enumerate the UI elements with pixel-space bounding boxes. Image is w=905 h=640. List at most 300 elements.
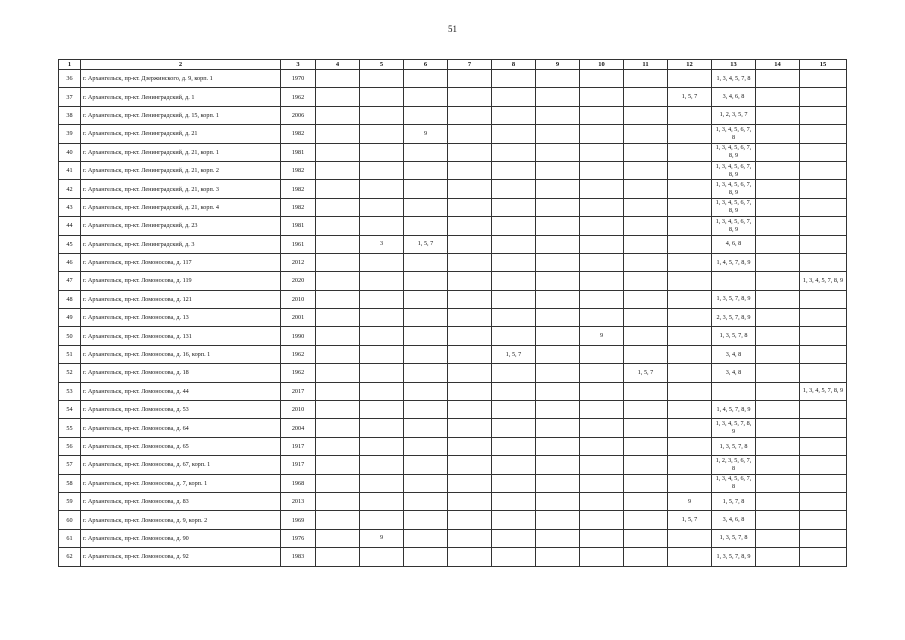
table-cell (668, 180, 712, 198)
table-cell: 1, 3, 5, 7, 8 (712, 529, 756, 547)
table-cell (800, 456, 847, 474)
table-cell (800, 327, 847, 345)
year-cell: 2010 (281, 401, 316, 419)
table-cell (580, 180, 624, 198)
table-row (59, 70, 847, 88)
table-cell (360, 419, 404, 437)
table-cell (404, 401, 448, 419)
year-cell: 1983 (281, 548, 316, 566)
column-header: 12 (668, 60, 712, 70)
table-cell (448, 143, 492, 161)
table-cell: 1, 5, 7 (668, 88, 712, 106)
table-cell (316, 456, 360, 474)
table-cell (492, 272, 536, 290)
table-cell (536, 106, 580, 124)
year-cell: 2013 (281, 492, 316, 510)
table-cell (668, 235, 712, 253)
table-cell (624, 143, 668, 161)
table-cell (316, 548, 360, 566)
table-cell (536, 161, 580, 179)
table-cell (448, 161, 492, 179)
table-cell (756, 309, 800, 327)
year-cell: 1969 (281, 511, 316, 529)
table-cell (316, 364, 360, 382)
table-cell: 4, 6, 8 (712, 235, 756, 253)
table-cell (800, 511, 847, 529)
address-cell: г. Архангельск, пр-кт. Ломоносова, д. 13 (81, 309, 281, 327)
year-cell: 1962 (281, 345, 316, 363)
table-cell (624, 70, 668, 88)
table-cell (536, 401, 580, 419)
address-cell: г. Архангельск, пр-кт. Ломоносова, д. 90 (81, 529, 281, 547)
table-cell (536, 217, 580, 235)
year-cell: 1976 (281, 529, 316, 547)
table-row (59, 492, 847, 510)
table-cell (800, 180, 847, 198)
table-cell (448, 180, 492, 198)
table-cell (668, 217, 712, 235)
table-cell: 9 (580, 327, 624, 345)
table-cell (668, 198, 712, 216)
year-cell: 2006 (281, 106, 316, 124)
table-cell: 1, 3, 4, 5, 6, 7, 8 (712, 474, 756, 492)
row-number-cell: 47 (59, 272, 81, 290)
table-cell (360, 382, 404, 400)
table-cell (624, 272, 668, 290)
table-cell (580, 309, 624, 327)
row-number-cell: 40 (59, 143, 81, 161)
table-cell (712, 272, 756, 290)
table-cell (536, 235, 580, 253)
table-cell: 1, 3, 5, 7, 8, 9 (712, 290, 756, 308)
buildings-table (58, 59, 847, 567)
table-cell (800, 143, 847, 161)
column-header: 9 (536, 60, 580, 70)
table-cell (668, 419, 712, 437)
table-cell (492, 364, 536, 382)
table-cell (580, 88, 624, 106)
table-cell (668, 548, 712, 566)
table-cell (404, 161, 448, 179)
table-cell (756, 198, 800, 216)
table-cell (668, 272, 712, 290)
address-cell: г. Архангельск, пр-кт. Ломоносова, д. 67, корп. 1 (81, 456, 281, 474)
table-cell: 1, 3, 5, 7, 8, 9 (712, 548, 756, 566)
table-cell (448, 437, 492, 455)
table-cell (800, 70, 847, 88)
column-header: 8 (492, 60, 536, 70)
row-number-cell: 51 (59, 345, 81, 363)
table-cell (756, 456, 800, 474)
table-cell (404, 143, 448, 161)
table-cell (316, 180, 360, 198)
table-cell (492, 217, 536, 235)
table-cell (580, 143, 624, 161)
table-cell (756, 161, 800, 179)
table-cell: 3, 4, 6, 8 (712, 88, 756, 106)
table-cell (800, 529, 847, 547)
table-cell (360, 272, 404, 290)
table-cell (360, 161, 404, 179)
table-cell (668, 401, 712, 419)
table-cell (404, 217, 448, 235)
year-cell: 2017 (281, 382, 316, 400)
table-cell (448, 548, 492, 566)
address-cell: г. Архангельск, пр-кт. Ленинградский, д. 3 (81, 235, 281, 253)
table-cell (624, 290, 668, 308)
table-cell (316, 125, 360, 143)
table-cell (624, 419, 668, 437)
table-cell: 1, 5, 7, 8 (712, 492, 756, 510)
table-cell (448, 235, 492, 253)
table-cell: 2, 3, 5, 7, 8, 9 (712, 309, 756, 327)
table-row (59, 364, 847, 382)
table-cell (404, 290, 448, 308)
table-cell (404, 327, 448, 345)
table-cell (756, 419, 800, 437)
table-cell (668, 106, 712, 124)
row-number-cell: 38 (59, 106, 81, 124)
row-number-cell: 43 (59, 198, 81, 216)
table-cell (756, 401, 800, 419)
table-cell (448, 511, 492, 529)
table-cell: 1, 3, 4, 5, 7, 8, 9 (800, 272, 847, 290)
address-cell: г. Архангельск, пр-кт. Ломоносова, д. 64 (81, 419, 281, 437)
row-number-cell: 52 (59, 364, 81, 382)
table-cell (492, 511, 536, 529)
year-cell: 2010 (281, 290, 316, 308)
table-cell (668, 70, 712, 88)
table-cell: 9 (360, 529, 404, 547)
table-cell (668, 456, 712, 474)
table-cell (756, 437, 800, 455)
column-header: 4 (316, 60, 360, 70)
column-header: 2 (81, 60, 281, 70)
address-cell: г. Архангельск, пр-кт. Ленинградский, д. 21, корп. 1 (81, 143, 281, 161)
table-cell: 1, 5, 7 (624, 364, 668, 382)
table-cell (448, 309, 492, 327)
table-cell (624, 217, 668, 235)
address-cell: г. Архангельск, пр-кт. Ломоносова, д. 131 (81, 327, 281, 345)
table-cell (668, 529, 712, 547)
table-cell (580, 492, 624, 510)
address-cell: г. Архангельск, пр-кт. Ленинградский, д. 1 (81, 88, 281, 106)
row-number-cell: 59 (59, 492, 81, 510)
table-cell (800, 88, 847, 106)
table-cell (536, 419, 580, 437)
table-row (59, 529, 847, 547)
table-cell (756, 88, 800, 106)
table-cell (580, 198, 624, 216)
table-cell (404, 511, 448, 529)
table-cell (448, 327, 492, 345)
table-cell (800, 419, 847, 437)
column-header: 5 (360, 60, 404, 70)
year-cell: 1982 (281, 161, 316, 179)
row-number-cell: 55 (59, 419, 81, 437)
table-cell (448, 529, 492, 547)
table-cell (580, 161, 624, 179)
table-cell (756, 492, 800, 510)
table-cell (756, 511, 800, 529)
table-cell (580, 456, 624, 474)
table-cell (580, 474, 624, 492)
table-cell (756, 180, 800, 198)
row-number-cell: 45 (59, 235, 81, 253)
table-cell: 1, 3, 4, 5, 6, 7, 8, 9 (712, 143, 756, 161)
table-cell (360, 88, 404, 106)
table-cell (668, 345, 712, 363)
table-row (59, 419, 847, 437)
table-cell (492, 88, 536, 106)
table-cell (624, 88, 668, 106)
year-cell: 1962 (281, 364, 316, 382)
address-cell: г. Архангельск, пр-кт. Ломоносова, д. 92 (81, 548, 281, 566)
table-row (59, 235, 847, 253)
table-cell (360, 143, 404, 161)
row-number-cell: 44 (59, 217, 81, 235)
table-cell (492, 419, 536, 437)
table-cell (536, 364, 580, 382)
table-cell (404, 253, 448, 271)
address-cell: г. Архангельск, пр-кт. Ломоносова, д. 53 (81, 401, 281, 419)
table-cell (668, 382, 712, 400)
table-row (59, 382, 847, 400)
table-row (59, 511, 847, 529)
address-cell: г. Архангельск, пр-кт. Ленинградский, д. 15, корп. 1 (81, 106, 281, 124)
table-cell (668, 143, 712, 161)
year-cell: 1961 (281, 235, 316, 253)
table-row (59, 253, 847, 271)
table-cell (448, 364, 492, 382)
table-cell (404, 345, 448, 363)
table-cell (536, 492, 580, 510)
table-cell (756, 548, 800, 566)
table-cell (404, 272, 448, 290)
table-cell: 3 (360, 235, 404, 253)
column-header: 6 (404, 60, 448, 70)
table-cell (316, 253, 360, 271)
table-cell (536, 327, 580, 345)
table-cell: 1, 4, 5, 7, 8, 9 (712, 253, 756, 271)
table-cell (536, 437, 580, 455)
table-cell (800, 309, 847, 327)
table-cell (404, 364, 448, 382)
table-cell (624, 198, 668, 216)
address-cell: г. Архангельск, пр-кт. Ломоносова, д. 9, корп. 2 (81, 511, 281, 529)
table-cell (492, 125, 536, 143)
table-cell (404, 548, 448, 566)
address-cell: г. Архангельск, пр-кт. Ломоносова, д. 117 (81, 253, 281, 271)
table-cell (492, 401, 536, 419)
table-cell (668, 437, 712, 455)
table-cell: 3, 4, 6, 8 (712, 511, 756, 529)
table-cell (536, 382, 580, 400)
table-cell (492, 327, 536, 345)
table-cell: 3, 4, 8 (712, 364, 756, 382)
table-row (59, 309, 847, 327)
address-cell: г. Архангельск, пр-кт. Дзержинского, д. 9, корп. 1 (81, 70, 281, 88)
table-cell (756, 217, 800, 235)
table-cell (624, 253, 668, 271)
address-cell: г. Архангельск, пр-кт. Ломоносова, д. 7, корп. 1 (81, 474, 281, 492)
row-number-cell: 46 (59, 253, 81, 271)
table-cell (492, 548, 536, 566)
table-cell (404, 382, 448, 400)
table-cell (492, 235, 536, 253)
table-row (59, 180, 847, 198)
table-row (59, 272, 847, 290)
table-cell (624, 345, 668, 363)
table-cell (580, 511, 624, 529)
table-cell (448, 272, 492, 290)
table-cell (404, 106, 448, 124)
address-cell: г. Архангельск, пр-кт. Ломоносова, д. 44 (81, 382, 281, 400)
table-cell (448, 492, 492, 510)
year-cell: 1917 (281, 437, 316, 455)
address-cell: г. Архангельск, пр-кт. Ленинградский, д. 21, корп. 4 (81, 198, 281, 216)
table-cell (624, 548, 668, 566)
table-cell (316, 70, 360, 88)
table-cell (580, 235, 624, 253)
year-cell: 2012 (281, 253, 316, 271)
table-cell (404, 529, 448, 547)
table-cell (448, 401, 492, 419)
table-cell (316, 327, 360, 345)
table-cell (668, 253, 712, 271)
column-header: 10 (580, 60, 624, 70)
table-cell (624, 511, 668, 529)
table-cell (448, 88, 492, 106)
table-cell (492, 529, 536, 547)
table-cell (360, 548, 404, 566)
table-cell (360, 125, 404, 143)
table-cell (668, 364, 712, 382)
table-cell (360, 217, 404, 235)
table-cell (316, 437, 360, 455)
table-cell (580, 364, 624, 382)
table-cell (800, 198, 847, 216)
table-cell (536, 309, 580, 327)
table-cell (800, 345, 847, 363)
table-cell (580, 217, 624, 235)
table-cell (316, 474, 360, 492)
table-cell (360, 309, 404, 327)
table-cell (580, 382, 624, 400)
table-cell (536, 474, 580, 492)
table-cell: 1, 3, 4, 5, 6, 7, 8, 9 (712, 217, 756, 235)
table-cell (448, 106, 492, 124)
table-cell (712, 382, 756, 400)
table-cell (536, 456, 580, 474)
table-cell (668, 290, 712, 308)
table-cell (800, 474, 847, 492)
year-cell: 1982 (281, 180, 316, 198)
table-row (59, 217, 847, 235)
table-cell (492, 474, 536, 492)
table-cell: 1, 3, 5, 7, 8 (712, 437, 756, 455)
table-cell: 1, 2, 3, 5, 6, 7, 8 (712, 456, 756, 474)
address-cell: г. Архангельск, пр-кт. Ломоносова, д. 83 (81, 492, 281, 510)
row-number-cell: 42 (59, 180, 81, 198)
table-row (59, 548, 847, 566)
table-cell (756, 143, 800, 161)
table-cell (580, 345, 624, 363)
row-number-cell: 41 (59, 161, 81, 179)
table-row (59, 290, 847, 308)
column-header: 14 (756, 60, 800, 70)
table-cell (624, 106, 668, 124)
table-cell (316, 401, 360, 419)
address-cell: г. Архангельск, пр-кт. Ленинградский, д. 21, корп. 3 (81, 180, 281, 198)
row-number-cell: 56 (59, 437, 81, 455)
row-number-cell: 49 (59, 309, 81, 327)
table-cell (580, 106, 624, 124)
row-number-cell: 61 (59, 529, 81, 547)
table-cell: 1, 3, 4, 5, 7, 8, 9 (800, 382, 847, 400)
table-cell (536, 70, 580, 88)
table-cell (404, 456, 448, 474)
table-cell (800, 161, 847, 179)
row-number-cell: 58 (59, 474, 81, 492)
table-cell (316, 492, 360, 510)
table-cell (316, 235, 360, 253)
table-cell (536, 198, 580, 216)
table-cell (316, 217, 360, 235)
table-cell (536, 180, 580, 198)
table-cell (756, 345, 800, 363)
table-cell (580, 272, 624, 290)
table-header-row (59, 60, 847, 70)
table-cell (624, 492, 668, 510)
year-cell: 1981 (281, 143, 316, 161)
table-cell: 9 (668, 492, 712, 510)
table-cell (580, 529, 624, 547)
table-row (59, 456, 847, 474)
table-cell (624, 401, 668, 419)
table-cell (316, 143, 360, 161)
table-cell (492, 180, 536, 198)
row-number-cell: 54 (59, 401, 81, 419)
table-row (59, 143, 847, 161)
address-cell: г. Архангельск, пр-кт. Ломоносова, д. 121 (81, 290, 281, 308)
row-number-cell: 50 (59, 327, 81, 345)
year-cell: 1917 (281, 456, 316, 474)
table-cell (360, 327, 404, 345)
table-cell (756, 235, 800, 253)
address-cell: г. Архангельск, пр-кт. Ломоносова, д. 119 (81, 272, 281, 290)
table-row (59, 474, 847, 492)
table-cell (316, 198, 360, 216)
table-row (59, 327, 847, 345)
table-cell (316, 419, 360, 437)
table-cell (624, 309, 668, 327)
address-cell: г. Архангельск, пр-кт. Ломоносова, д. 16, корп. 1 (81, 345, 281, 363)
table-cell (448, 345, 492, 363)
table-cell (360, 290, 404, 308)
table-cell (668, 474, 712, 492)
table-cell (800, 253, 847, 271)
table-cell: 1, 3, 4, 5, 6, 7, 8, 9 (712, 180, 756, 198)
table-cell (316, 88, 360, 106)
row-number-cell: 48 (59, 290, 81, 308)
table-cell (316, 511, 360, 529)
table-cell (492, 143, 536, 161)
table-cell (360, 456, 404, 474)
table-cell (360, 401, 404, 419)
table-cell (316, 290, 360, 308)
table-cell (404, 474, 448, 492)
